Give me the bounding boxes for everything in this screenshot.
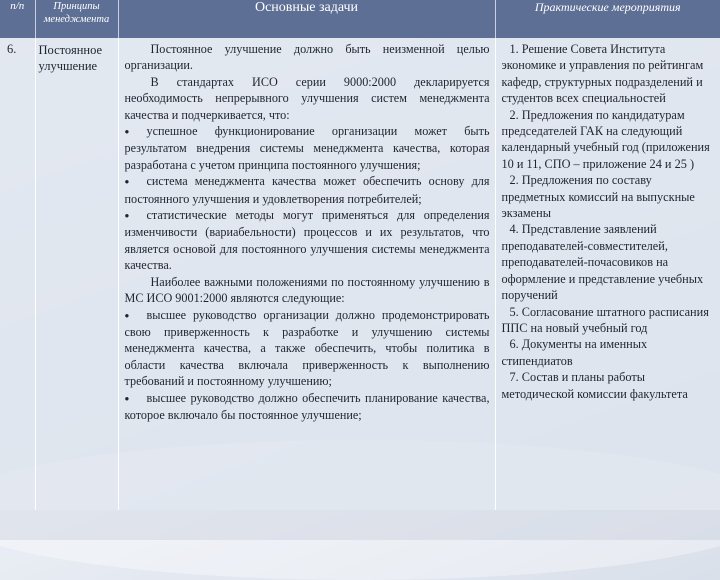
bullet-icon: ●: [124, 393, 130, 403]
action-item: 5. Согласование штатного расписания ППС на новый учебный год: [501, 304, 709, 335]
task-bullet-item: [125, 207, 490, 274]
task-bullet-item: [125, 123, 490, 173]
header-principles: Принципы менеджмента: [35, 0, 118, 38]
task-paragraph: [125, 74, 490, 123]
header-tasks: Основные задачи: [118, 0, 495, 38]
table-row: [0, 38, 720, 510]
header-number: п/п: [0, 0, 35, 38]
task-bullet-item: [125, 307, 490, 390]
task-text: высшее руководство должно обеспечить планирование качества, которое включало бы постоянное улучшение;: [124, 390, 490, 422]
actions-cell: [495, 38, 720, 510]
action-item: 6. Документы на именных стипендиатов: [501, 337, 648, 368]
action-item: 7. Состав и планы работы методической комиссии факультета: [501, 370, 688, 401]
task-text: В стандартах ИСО серии 9000:2000 декларируется необходимость непрерывного улучшения систем менеджмента качества и подчеркивается, что:: [124, 74, 490, 122]
task-bullet-item: [125, 390, 490, 424]
action-item: 2. Предложения по кандидатурам председателей ГАК на следующий календарный учебный год (приложения 10 и 11, СПО – приложение 24 и 25 ): [501, 107, 710, 171]
task-text: успешное функционирование организации может быть результатом внедрения системы менеджмента качества, которая разработана с учетом принципа постоянного улучшения;: [124, 124, 490, 172]
bullet-icon: ●: [124, 310, 130, 320]
task-text: высшее руководство организации должно продемонстрировать свою приверженность к разработке и улучшению системы менеджмента качества, а также обеспечить, чтобы политика в области качества включала приверженность к выполнению требований и постоянному улучшению;: [124, 307, 490, 389]
tasks-list: [125, 41, 490, 423]
action-item: 2. Предложения по составу предметных комиссий на выпускные экзамены: [501, 173, 695, 221]
task-bullet-item: [125, 173, 490, 207]
bullet-icon: ●: [124, 127, 130, 137]
tasks-cell: [118, 38, 495, 510]
task-paragraph: [125, 41, 490, 74]
task-text: система менеджмента качества может обеспечить основу для постоянного улучшения и удовлетворения потребителей;: [124, 174, 490, 206]
actions-list: [502, 41, 717, 402]
row-number: 6.: [0, 38, 35, 510]
task-text: Наиболее важными положениями по постоянному улучшению в МС ИСО 9001:2000 являются следующие:: [124, 274, 490, 306]
bullet-icon: ●: [124, 211, 130, 221]
header-actions: Практические мероприятия: [495, 0, 720, 38]
task-paragraph: [125, 274, 490, 307]
task-text: Постоянное улучшение должно быть неизменной целью организации.: [124, 42, 490, 73]
action-item: 1. Решение Совета Института экономике и управления по рейтингам кафедр, структурных подразделений и студентов всех специальностей: [501, 42, 704, 106]
bullet-icon: ●: [124, 177, 130, 187]
task-text: статистические методы могут применяться для определения изменчивости (вариабельности) процессов и их результатов, что является основой для постоянного улучшения системы менеджмента качества.: [124, 208, 490, 273]
table-header-row: [0, 0, 720, 38]
action-item: 4. Представление заявлений преподавателей-совместителей, преподавателей-почасовиков на оформление и представление учебных поручений: [501, 222, 704, 303]
row-principle: Постоянное улучшение: [35, 38, 118, 510]
